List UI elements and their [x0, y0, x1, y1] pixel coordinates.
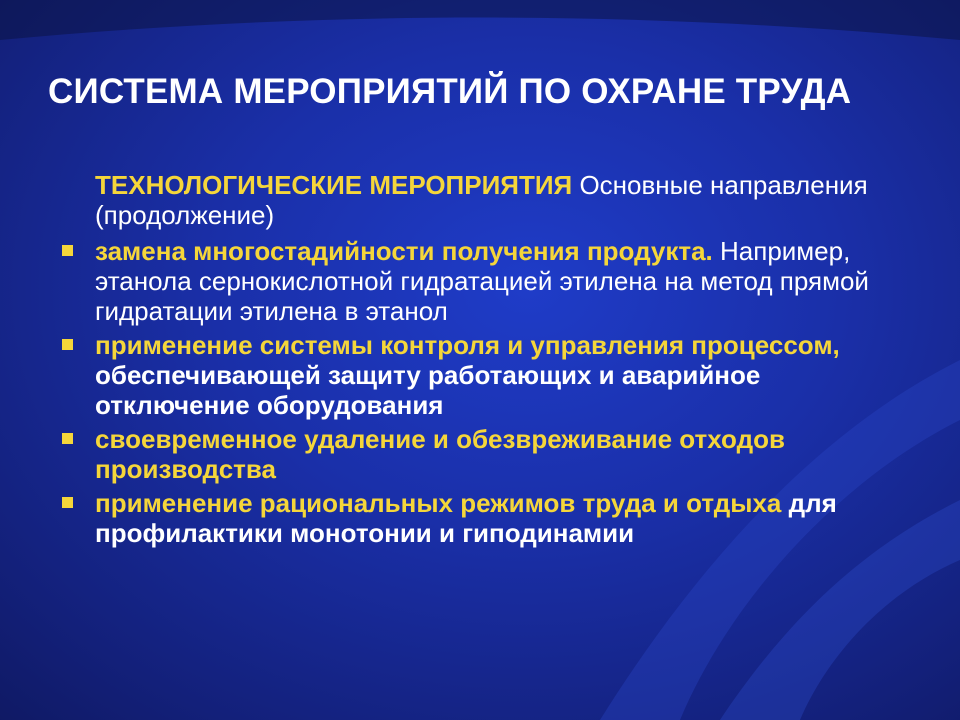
square-bullet-icon — [62, 433, 73, 444]
slide-content — [62, 170, 907, 552]
bullet-item — [62, 424, 907, 484]
square-bullet-icon — [62, 339, 73, 350]
bullet-item — [62, 488, 907, 548]
bullet-highlight: своевременное удаление и обезвреживание отходов производства — [95, 424, 785, 484]
slide-title: СИСТЕМА МЕРОПРИЯТИЙ ПО ОХРАНЕ ТРУДА — [48, 72, 852, 111]
bullet-text: обеспечивающей защиту работающих и аварийное отключение оборудования — [95, 360, 761, 420]
intro-highlight: ТЕХНОЛОГИЧЕСКИЕ МЕРОПРИЯТИЯ — [95, 170, 573, 200]
intro-paragraph — [62, 170, 907, 230]
bullet-highlight: применение системы контроля и управления процессом, — [95, 330, 840, 360]
bullet-item — [62, 236, 907, 326]
square-bullet-icon — [62, 497, 73, 508]
intro-text: Основные направления (продолжение) — [95, 170, 868, 230]
bullet-highlight: замена многостадийности получения продукта. — [95, 236, 713, 266]
bullet-item — [62, 330, 907, 420]
bullet-text: Например, этанола сернокислотной гидратацией этилена на метод прямой гидратации этилена в этанол — [95, 236, 869, 326]
square-bullet-icon — [62, 245, 73, 256]
bullet-list — [62, 236, 907, 548]
bullet-highlight: применение рациональных режимов труда и отдыха — [95, 488, 782, 518]
bullet-text: для профилактики монотонии и гиподинамии — [95, 488, 837, 548]
